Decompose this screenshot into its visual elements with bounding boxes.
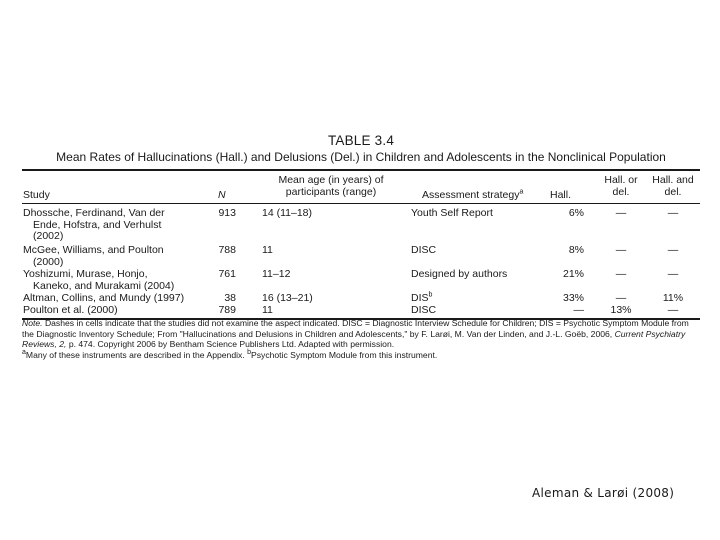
cell-hall-or-del: — [615, 268, 627, 280]
header-hall-or-del-line1: Hall. or [604, 174, 638, 186]
study-line: (2002) [33, 230, 64, 242]
study-line: (2000) [33, 255, 64, 268]
header-n: N [218, 189, 226, 201]
cell-hall: 6% [568, 207, 584, 219]
cell-strategy: Designed by authors [411, 268, 508, 280]
header-hall-and-del-line2: del. [664, 186, 682, 198]
header-study: Study [23, 189, 50, 201]
cell-hall-or-del: — [615, 207, 627, 219]
cell-n: 913 [218, 207, 236, 219]
cell-age: 11 [262, 244, 273, 256]
cell-hall-and-del: — [667, 244, 679, 256]
cell-n: 761 [218, 268, 236, 280]
cell-hall: 33% [562, 292, 584, 304]
study-line: McGee, Williams, and Poulton [23, 244, 164, 256]
cell-hall-and-del: — [667, 207, 679, 219]
study-line: Altman, Collins, and Mundy (1997) [23, 292, 185, 304]
note-journal: Current Psychiatry Reviews, 2, [22, 328, 686, 350]
table-row [22, 245, 700, 269]
cell-study [23, 208, 193, 243]
footnote-a-mark: a [22, 348, 26, 356]
cell-hall-and-del: — [667, 304, 679, 316]
table-row [22, 293, 700, 305]
study-line: Yoshizumi, Murase, Honjo, [23, 268, 148, 280]
note-text-part2: p. 474. Copyright 2006 by Bentham Science Publishers Ltd. Adapted with permission. [68, 339, 395, 350]
note-paragraph [22, 318, 700, 350]
cell-hall-and-del: — [667, 268, 679, 280]
cell-study [23, 245, 193, 268]
header-hall: Hall. [550, 189, 572, 201]
cell-n: 38 [224, 292, 236, 304]
study-line: Kaneko, and Murakami (2004) [33, 279, 175, 292]
cell-hall: 8% [568, 244, 584, 256]
cell-age: 14 (11–18) [262, 207, 313, 219]
study-line: Ende, Hofstra, and Verhulst [33, 218, 162, 231]
cell-strategy-sup: b [428, 291, 433, 299]
cell-strategy: DISC [411, 244, 437, 256]
cell-age: 16 (13–21) [262, 292, 313, 304]
cell-study [23, 293, 193, 305]
cell-hall: — [573, 304, 584, 316]
cell-strategy: Youth Self Report [411, 207, 493, 219]
cell-hall-or-del: 13% [610, 304, 632, 316]
header-hall-or-del [596, 174, 646, 198]
header-hall-and-del-line1: Hall. and [652, 174, 694, 186]
header-age-line2: participants (range) [285, 186, 377, 198]
cell-hall-and-del: 11% [662, 292, 684, 304]
header-age [266, 174, 396, 198]
data-table [22, 133, 700, 320]
table-note [22, 318, 700, 360]
header-strategy-label: Assessment strategy [422, 189, 520, 201]
cell-study [23, 305, 193, 317]
footnote-b-mark: b [247, 348, 251, 356]
footnote-a: Many of these instruments are described in the Appendix. [25, 349, 245, 360]
cell-n: 788 [218, 244, 236, 256]
cell-hall: 21% [562, 268, 584, 280]
header-strategy-sup: a [519, 188, 524, 196]
header-strategy [422, 189, 523, 201]
cell-strategy-label: DIS [411, 292, 429, 304]
table-subtitle: Mean Rates of Hallucinations (Hall.) and Delusions (Del.) in Children and Adolescents in the Nonclinical Population [56, 150, 666, 164]
cell-study [23, 269, 193, 292]
cell-strategy: DISC [411, 304, 437, 316]
header-hall-or-del-line2: del. [612, 186, 630, 198]
note-label: Note. [22, 318, 43, 328]
header-age-line1: Mean age (in years) of [278, 174, 384, 186]
cell-hall-or-del: — [615, 292, 627, 304]
source-citation: Aleman & Larøi (2008) [532, 486, 675, 500]
header-hall-and-del [646, 174, 700, 198]
note-text-part1: Dashes in cells indicate that the studies did not examine the aspect indicated. DISC = Diagnostic Interview Schedule for Children; DIS = Psychotic Symptom Module from the Diagnostic Inventory Schedule; From "Hallucinations and Delusions in Children and Adolescents," by F. Larøi, M. Van der Linden, and J.-L. Goëb, 2006, [22, 318, 689, 339]
table-row [22, 269, 700, 293]
cell-age: 11–12 [262, 268, 291, 280]
note-footnotes [22, 350, 700, 361]
cell-n: 789 [218, 304, 236, 316]
cell-age: 11 [262, 304, 273, 316]
study-line: Dhossche, Ferdinand, Van der [23, 207, 165, 219]
table-header [22, 171, 700, 203]
study-line: Poulton et al. (2000) [23, 304, 118, 316]
cell-hall-or-del: — [615, 244, 627, 256]
footnote-b: Psychotic Symptom Module from this instrument. [251, 349, 438, 360]
table-row [22, 208, 700, 245]
table-title: TABLE 3.4 [327, 133, 395, 148]
cell-strategy [411, 293, 546, 305]
table-row [22, 305, 700, 318]
table-body [22, 204, 700, 318]
